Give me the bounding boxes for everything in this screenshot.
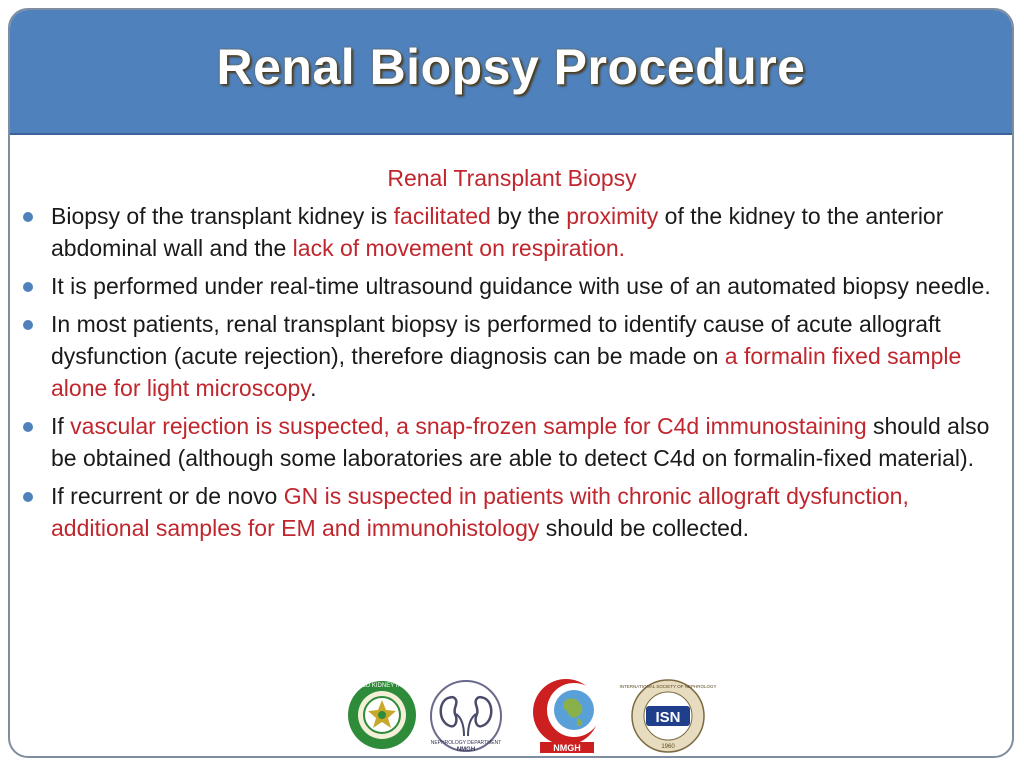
bullet-dot-icon [23,422,33,432]
highlighted-text: a formalin fixed sample alone for light microscopy [51,343,962,401]
logo-year-isn: 1960 [661,744,675,750]
logo-text-nephrology: NEPHROLOGY DEPARTMENT [430,740,502,746]
bullet-text: Biopsy of the transplant kidney is [51,203,394,229]
bullet-text: In most patients, renal transplant biopsy is performed to identify cause of acute allograft dysfunction (acute rejection), therefore diagnosis can be made on [51,311,941,369]
bullet-text: It is performed under real-time ultrasound guidance with use of an automated biopsy needle. [51,273,991,299]
logo-strip [337,676,717,766]
bullet-text: should also be obtained (although some laboratories are able to detect C4d on formalin-fixed material). [51,413,990,471]
bullet-dot-icon [23,320,33,330]
bullet-text: . [310,375,317,401]
logo-text-ski: SHEFFIELD KIDNEY INSTITUTE [337,683,427,689]
bullet-item [22,308,1007,404]
bullet-text: should be collected. [539,515,750,541]
nmgh-logo [528,676,604,756]
highlighted-text: proximity [566,203,659,229]
bullet-dot-icon [23,282,33,292]
bullet-item [22,200,1007,264]
bullet-list [22,200,1007,550]
bullet-text: If [51,413,71,439]
title-bar [10,10,1012,135]
isn-logo [619,678,717,754]
bullet-item [22,410,1007,474]
bullet-text: by the [490,203,567,229]
slide-subtitle [0,165,1024,192]
highlighted-text: lack of movement on respiration. [292,235,626,261]
logo-text-isn: ISN [655,709,681,726]
sheffield-kidney-institute-logo [337,678,427,752]
logo-subtext-nmgh: NMGH [456,747,476,753]
bullet-text: If recurrent or de novo [51,483,284,509]
bullet-text: of the kidney to the anterior abdominal wall and the [51,203,944,261]
bullet-item [22,270,1007,302]
highlighted-text: vascular rejection is suspected, a snap-frozen sample for C4d immunostaining [70,413,867,439]
logo-text-nmgh: NMGH [553,743,581,753]
slide-title: Renal Biopsy Procedure [216,38,806,95]
subtitle-text: Renal Transplant Biopsy [387,165,637,191]
nephrology-department-nmgh-logo [428,680,504,756]
logo-ring-isn: INTERNATIONAL SOCIETY OF NEPHROLOGY [619,684,717,689]
highlighted-text: GN is suspected in patients with chronic allograft dysfunction, additional samples for EM and immunohistology [51,483,909,541]
bullet-item [22,480,1007,544]
bullet-dot-icon [23,212,33,222]
bullet-dot-icon [23,492,33,502]
highlighted-text: facilitated [393,203,491,229]
